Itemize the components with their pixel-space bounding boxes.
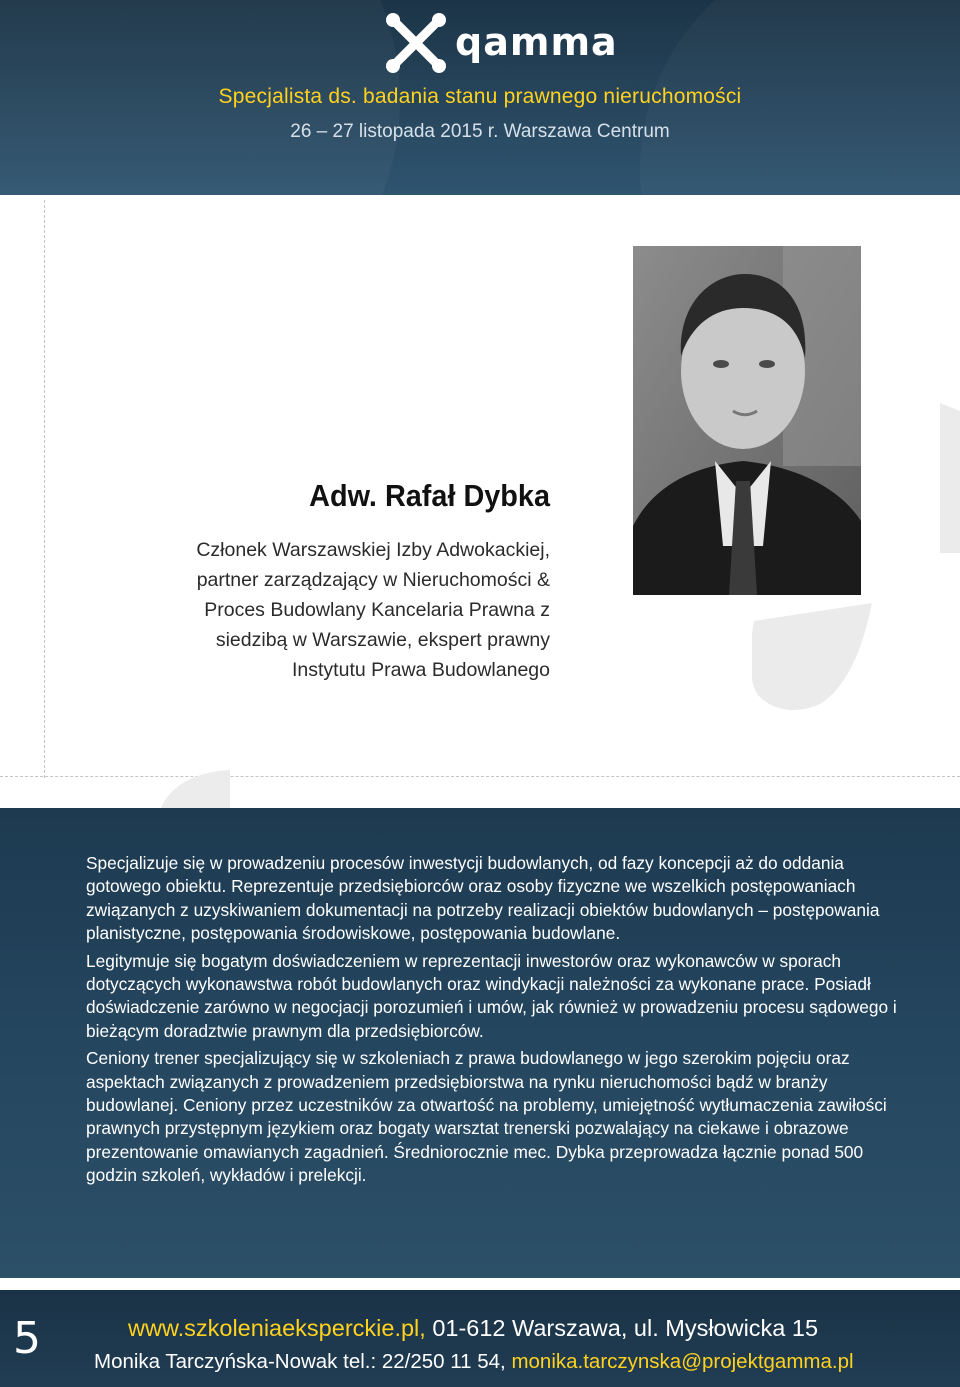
speaker-bio: [86, 852, 916, 1192]
address-text: 01-612 Warszawa, ul. Mysłowicka 15: [425, 1315, 819, 1341]
decorative-arc-shape: [160, 770, 230, 810]
website-link[interactable]: www.szkoleniaeksperckie.pl: [128, 1315, 420, 1341]
dashed-divider-vertical: [44, 200, 45, 778]
speaker-name: Adw. Rafał Dybka: [309, 478, 550, 513]
bio-paragraph: Specjalizuje się w prowadzeniu procesów inwestycji budowlanych, od fazy koncepcji aż do oddania gotowego obiektu. Reprezentuje przedsiębiorców oraz osoby fizyczne we wszelkich postępowaniach związanych z uzyskiwaniem dokumentacji na potrzeby realizacji obiektów budowlanych – postępowania planistyczne, postępowania środowiskowe, postępowania budowlane.: [86, 853, 880, 944]
subtitle-line: partner zarządzający w Nieruchomości &: [196, 569, 550, 591]
bio-paragraph: Legitymuje się bogatym doświadczeniem w reprezentacji inwestorów oraz wykonawców w sporach dotyczących wykonawstwa robót budowlanych oraz windykacji należności za wykonane prace. Posiadł doświadczenie zarówno w negocjacji porozumień i umów, jak również w prowadzeniu procesu sądowego i bieżącym doradztwie prawnym dla przedsiębiorców.: [86, 950, 897, 1041]
subtitle-line: siedzibą w Warszawie, ekspert prawny: [215, 629, 550, 651]
subtitle-line: Proces Budowlany Kancelaria Prawna z: [204, 599, 550, 621]
subtitle-line: Członek Warszawskiej Izby Adwokackiej,: [196, 539, 550, 561]
separator: ,: [419, 1315, 426, 1341]
logo-wordmark: qamma: [455, 20, 618, 64]
training-date-location: 26 – 27 listopada 2015 r. Warszawa Centrum: [290, 121, 670, 142]
training-title: Specjalista ds. badania stanu prawnego nieruchomości: [218, 85, 742, 108]
footer-contact-person-line: [94, 1350, 854, 1374]
subtitle-line: Instytutu Prawa Budowlanego: [292, 659, 550, 681]
footer-contact-line: [128, 1315, 818, 1342]
dashed-divider-horizontal: [0, 776, 960, 777]
bio-paragraph: Ceniony trener specjalizujący się w szkoleniach z prawa budowlanego w jego szerokim pojęciu oraz aspektach związanych z prowadzeniem przedsiębiorstwa na rynku nieruchomości bądź w branży budowlanej. Ceniony przez uczestników za otwartość na problemy, umiejętność wytłumaczenia zawiłości prawnych przystępnym językiem oraz bogaty warsztat trenerski pozwalający na ciekawe i obrazowe prezentowanie omawianych zagadnień. Średniorocznie mec. Dybka przeprowadza łącznie ponad 500 godzin szkoleń, wykładów i prelekcji.: [86, 1048, 887, 1186]
decorative-corner-shape: [940, 403, 960, 553]
contact-person-text: Monika Tarczyńska-Nowak tel.: 22/250 11 54,: [94, 1350, 512, 1373]
email-link[interactable]: monika.tarczynska@projektgamma.pl: [511, 1350, 854, 1373]
decorative-swirl-shape: [752, 603, 892, 713]
speaker-photo: [633, 246, 861, 595]
speaker-subtitle: [110, 535, 550, 685]
page-number: 5: [13, 1313, 41, 1364]
